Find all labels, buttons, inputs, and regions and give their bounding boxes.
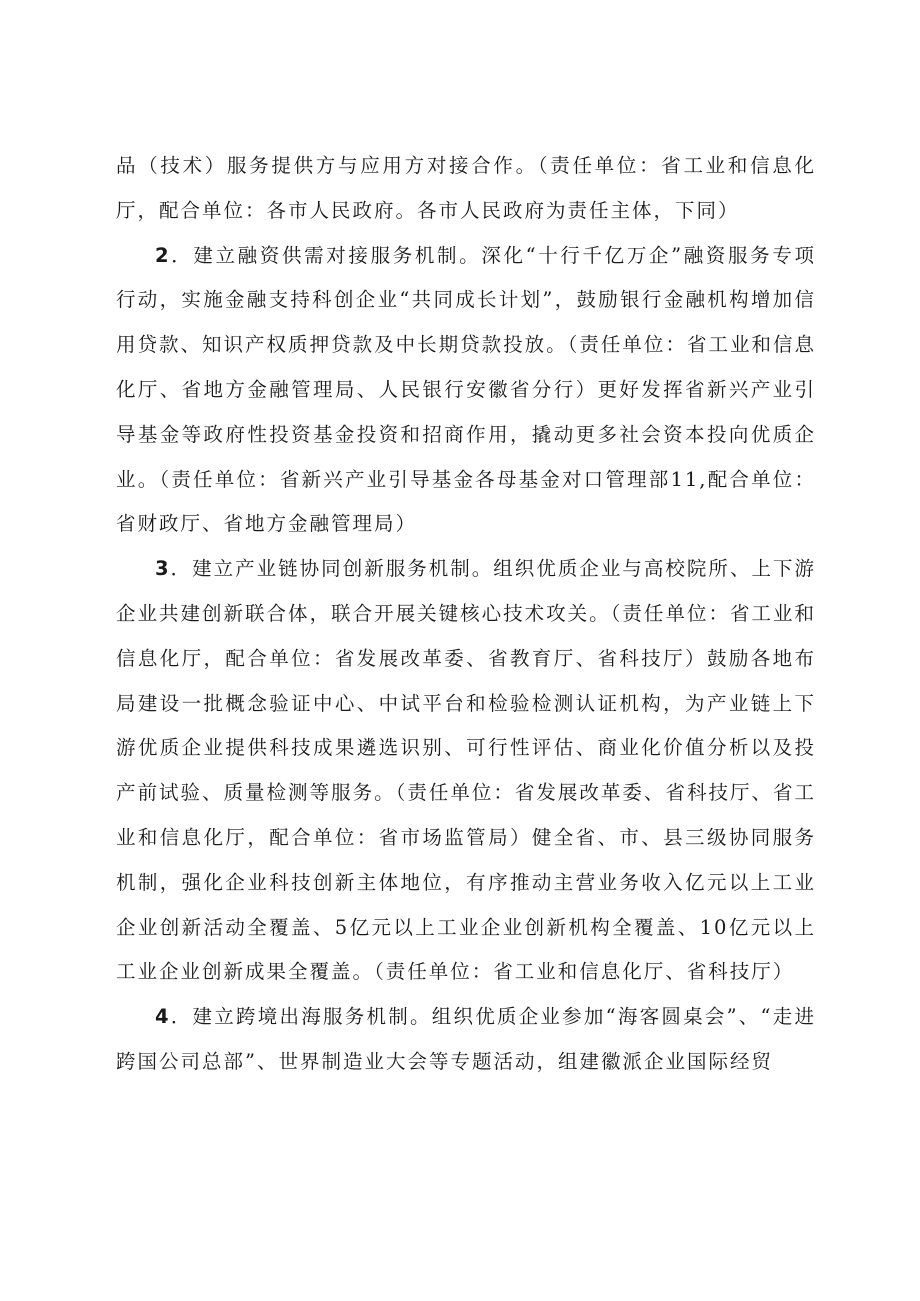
document-body xyxy=(116,144,816,1085)
item-number: 2 xyxy=(155,243,171,267)
paragraph-text: 品（技术）服务提供方与应用方对接合作。（责任单位：省工业和信息化厅，配合单位：各市人民政府。各市人民政府为责任主体，下同） xyxy=(116,154,816,222)
paragraph-item-3 xyxy=(116,547,816,995)
paragraph-text: ．建立产业链协同创新服务机制。组织优质企业与高校院所、上下游企业共建创新联合体，联合开展关键核心技术攻关。（责任单位：省工业和信息化厅，配合单位：省发展改革委、省教育厅、省科技厅）鼓励各地布局建设一批概念验证中心、中试平台和检验检测认证机构，为产业链上下游优质企业提供科技成果遴选识别、可行性评估、商业化价值分析以及投产前试验、质量检测等服务。（责任单位：省发展改革委、省科技厅、省工业和信息化厅，配合单位：省市场监管局）健全省、市、县三级协同服务机制，强化企业科技创新主体地位，有序推动主营业务收入亿元以上工业企业创新活动全覆盖、5亿元以上工业企业创新机构全覆盖、10亿元以上工业企业创新成果全覆盖。（责任单位：省工业和信息化厅、省科技厅） xyxy=(116,557,816,984)
paragraph-item-4 xyxy=(116,995,816,1085)
item-number: 4 xyxy=(155,1005,171,1029)
paragraph-text: ．建立跨境出海服务机制。组织优质企业参加“海客圆桌会”、“走进跨国公司总部”、世界制造业大会等专题活动，组建徽派企业国际经贸 xyxy=(116,1005,816,1073)
item-number: 3 xyxy=(155,557,171,581)
paragraph-item-2 xyxy=(116,234,816,548)
paragraph-continuation xyxy=(116,144,816,234)
paragraph-text: ．建立融资供需对接服务机制。深化“十行千亿万企”融资服务专项行动，实施金融支持科创企业“共同成长计划”，鼓励银行金融机构增加信用贷款、知识产权质押贷款及中长期贷款投放。（责任单位：省工业和信息化厅、省地方金融管理局、人民银行安徽省分行）更好发挥省新兴产业引导基金等政府性投资基金投资和招商作用，撬动更多社会资本投向优质企业。（责任单位：省新兴产业引导基金各母基金对口管理部11,配合单位：省财政厅、省地方金融管理局） xyxy=(116,243,816,536)
